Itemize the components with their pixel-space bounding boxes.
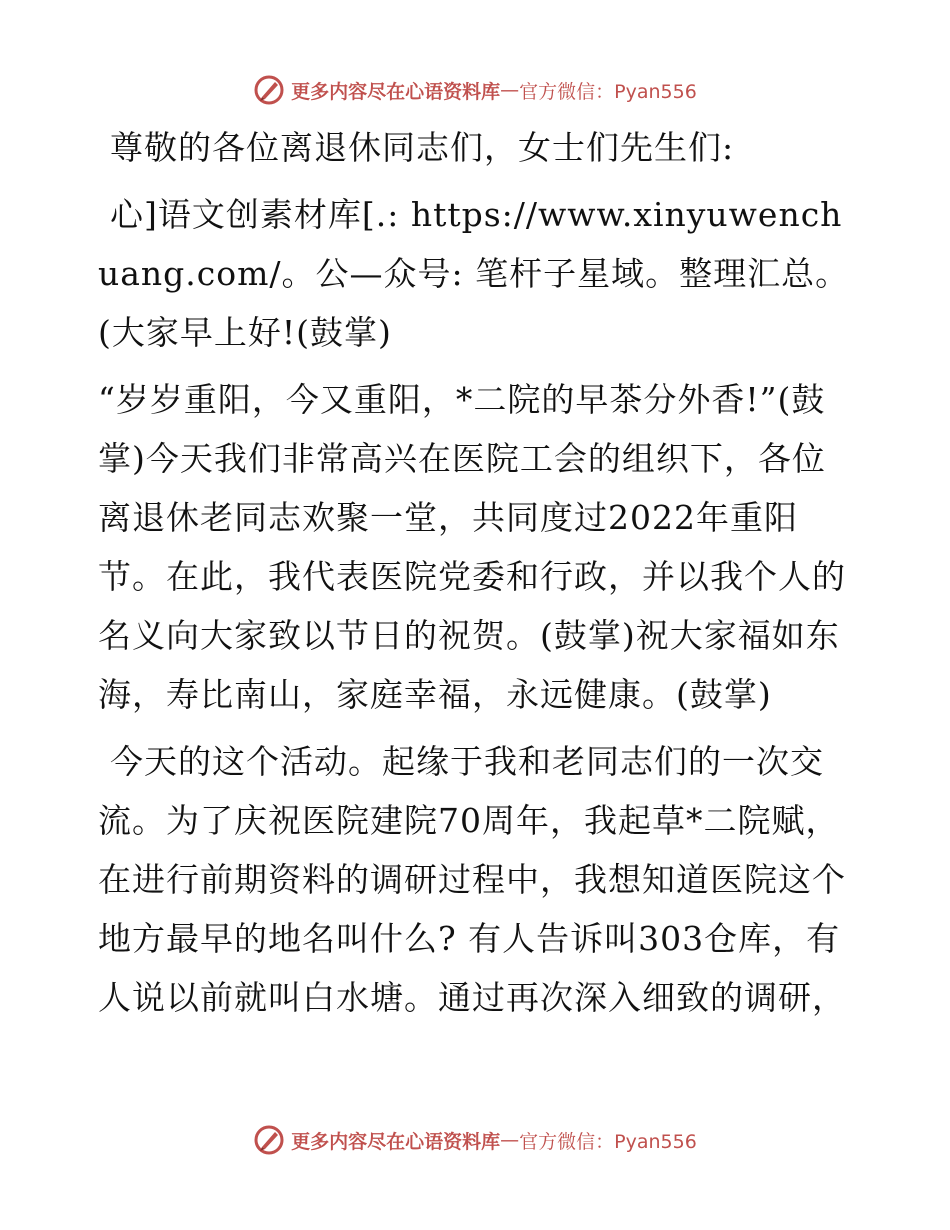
document-body bbox=[98, 118, 858, 1035]
paragraph-opening: “岁岁重阳，今又重阳，*二院的早茶分外香!”(鼓掌)今天我们非常高兴在医院工会的组织下，各位离退休老同志欢聚一堂，共同度过2022年重阳节。在此，我代表医院党委和行政，并以我个人的名义向大家致以节日的祝贺。(鼓掌)祝大家福如东海，寿比南山，家庭幸福，永远健康。(鼓掌) bbox=[98, 380, 846, 714]
paragraph-source: 心]语文创素材库[.: https://www.xinyuwenchuang.com/。公—众号: 笔杆子星域。整理汇总。(大家早上好!(鼓掌) bbox=[98, 195, 850, 352]
banner-title: 更多内容尽在心语资料库 bbox=[291, 80, 501, 103]
header-banner bbox=[0, 70, 950, 110]
footer-banner bbox=[0, 1120, 950, 1160]
banner-title: 更多内容尽在心语资料库 bbox=[291, 1130, 501, 1153]
paragraph-background: 今天的这个活动。起缘于我和老同志们的一次交流。为了庆祝医院建院70周年，我起草*二院赋，在进行前期资料的调研过程中，我想知道医院这个地方最早的地名叫什么? 有人告诉叫303仓库，有人说以前就叫白水塘。通过再次深入细致的调研， bbox=[98, 742, 846, 1017]
paragraph-greeting: 尊敬的各位离退休同志们，女士们先生们: bbox=[110, 128, 735, 167]
banner-dash: — bbox=[500, 79, 520, 101]
banner-dash: — bbox=[500, 1129, 520, 1151]
quill-logo-icon bbox=[253, 74, 285, 106]
banner-contact: 官方微信：Pyan556 bbox=[519, 80, 697, 103]
banner-contact: 官方微信：Pyan556 bbox=[519, 1130, 697, 1153]
quill-logo-icon bbox=[253, 1124, 285, 1156]
